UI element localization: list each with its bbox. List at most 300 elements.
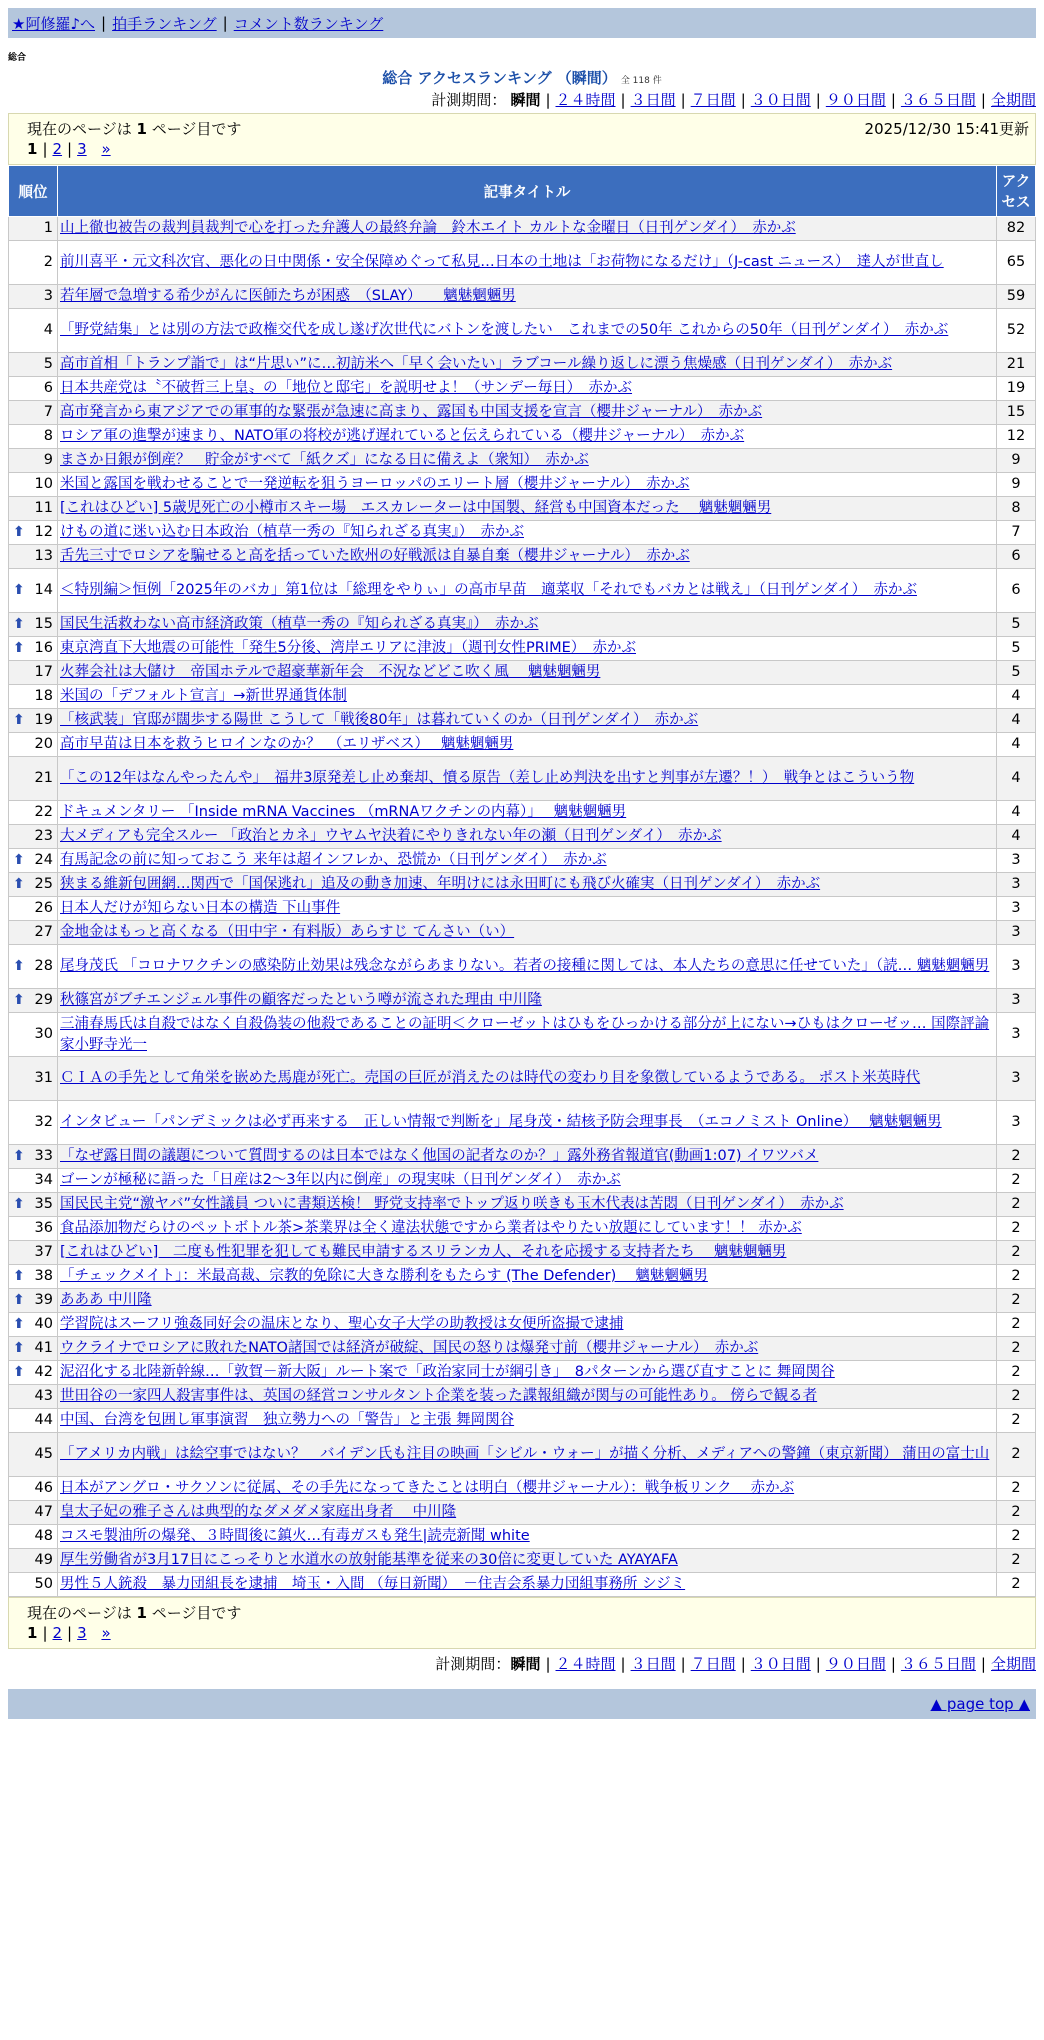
pagination [27, 1624, 1029, 1646]
table-row [9, 849, 1036, 873]
article-link[interactable]: 「なぜ露日間の議題について質問するのは日本ではなく他国の記者なのか？」露外務省報道官(動画1:07) イワツバメ [60, 1148, 819, 1164]
article-link[interactable]: [これはひどい] 5歳児死亡の小樽市スキー場 エスカレーターは中国製、経営も中国資本だった 魑魅魍魎男 [60, 500, 772, 516]
article-link[interactable]: 「アメリカ内戦」は絵空事ではない？ バイデン氏も注目の映画「シビル・ウォー」が描く分析、メディアへの警鐘（東京新聞） 蒲田の富士山 [60, 1446, 990, 1462]
rank-cell [9, 637, 58, 661]
page-title-row [0, 67, 1044, 89]
title-cell [58, 1549, 997, 1573]
count-cell: 3 [997, 1101, 1036, 1145]
count-cell: 5 [997, 613, 1036, 637]
period-label: 計測期間： [431, 91, 507, 109]
rank-number: 40 [34, 1316, 53, 1332]
article-link[interactable]: コスモ製油所の爆発、３時間後に鎮火…有毒ガスも発生|読売新聞 white [60, 1528, 530, 1544]
table-row [9, 1525, 1036, 1549]
page-link-3[interactable]: 3 [77, 140, 87, 158]
article-link[interactable]: 狭まる維新包囲網…関西で「国保逃れ」追及の動き加速、年明けには永田町にも飛び火確実（日刊ゲンダイ） 赤かぶ [60, 876, 821, 892]
article-link[interactable]: 火葬会社は大儲け 帝国ホテルで超豪華新年会 不況などどこ吹く風 魑魅魍魎男 [60, 664, 601, 680]
article-link[interactable]: 三浦春馬氏は自殺ではなく自殺偽装の他殺であることの証明＜クローゼットはひもをひっかける部分が上にない→ひもはクローゼッ… 国際評論家小野寺光一 [60, 1015, 990, 1053]
title-cell [58, 521, 997, 545]
count-cell: 3 [997, 897, 1036, 921]
rank-number: 15 [34, 616, 53, 632]
article-link[interactable]: [これはひどい] 二度も性犯罪を犯しても難民申請するスリランカ人、それを応援する支持者たち 魑魅魍魎男 [60, 1244, 787, 1260]
rank-number: 45 [34, 1446, 53, 1462]
rank-number: 18 [34, 688, 53, 704]
rank-number: 46 [34, 1480, 53, 1496]
top-nav [8, 8, 1036, 38]
rank-up-arrow-icon: ⬆ [13, 1268, 25, 1284]
count-cell: 5 [997, 661, 1036, 685]
period-separator: | [620, 1655, 626, 1673]
title-cell [58, 1525, 997, 1549]
count-cell: 3 [997, 849, 1036, 873]
count-cell: 2 [997, 1337, 1036, 1361]
category-label: 総合 [8, 53, 27, 63]
table-row [9, 733, 1036, 757]
article-link[interactable]: 舌先三寸でロシアを騙せると高を括っていた欧州の好戦派は自暴自棄（櫻井ジャーナル） 赤かぶ [60, 548, 690, 564]
rank-number: 47 [34, 1504, 53, 1520]
rank-number: 12 [34, 524, 53, 540]
table-row [9, 989, 1036, 1013]
rank-up-arrow-icon: ⬆ [13, 876, 25, 892]
rank-cell [9, 873, 58, 897]
article-link[interactable]: 若年層で急増する希少がんに医師たちが困惑 （SLAY） 魑魅魍魎男 [60, 288, 516, 304]
count-cell: 4 [997, 685, 1036, 709]
table-row [9, 1265, 1036, 1289]
title-cell [58, 989, 997, 1013]
article-link[interactable]: 日本がアングロ・サクソンに従属、その手先になってきたことは明白（櫻井ジャーナル）：戦争板リンク 赤かぶ [60, 1480, 795, 1496]
table-row [9, 401, 1036, 425]
rank-number: 16 [34, 640, 53, 656]
title-cell [58, 825, 997, 849]
article-link[interactable]: 高市発言から東アジアでの軍事的な緊張が急速に高まり、露国も中国支援を宣言（櫻井ジャーナル） 赤かぶ [60, 404, 763, 420]
table-row [9, 1409, 1036, 1433]
rank-cell [9, 921, 58, 945]
table-row [9, 1361, 1036, 1385]
title-cell [58, 545, 997, 569]
rank-cell [9, 849, 58, 873]
title-cell [58, 1057, 997, 1101]
article-link[interactable]: まさか日銀が倒産？ 貯金がすべて「紙クズ」になる日に備えよ（衆知） 赤かぶ [60, 452, 589, 468]
period-link-3[interactable]: ３０日間 [750, 1655, 811, 1673]
period-link-5[interactable]: ３６５日間 [900, 91, 976, 109]
period-link-6[interactable]: 全期間 [990, 91, 1036, 109]
title-cell [58, 1361, 997, 1385]
article-link[interactable]: ＜特別編＞恒例「2025年のバカ」第1位は「総理をやりぃ」の高市早苗 適菜収「それでもバカとは戦え」（日刊ゲンダイ） 赤かぶ [60, 582, 917, 598]
count-cell: 15 [997, 401, 1036, 425]
rank-number: 9 [43, 452, 53, 468]
rank-number: 27 [34, 924, 53, 940]
title-cell [58, 1409, 997, 1433]
nav-separator: | [222, 14, 228, 32]
header-count: アクセス [997, 166, 1036, 217]
ranking-table [8, 165, 1036, 1597]
article-link[interactable]: 米国と露国を戦わせることで一発逆転を狙うヨーロッパのエリート層（櫻井ジャーナル） 赤かぶ [60, 476, 690, 492]
page-separator: | [42, 140, 48, 158]
article-link[interactable]: 国民民主党“激ヤバ”女性議員 ついに書類送検！ 野党支持率でトップ返り咲きも玉木代表は苦悶（日刊ゲンダイ） 赤かぶ [60, 1196, 844, 1212]
rank-up-arrow-icon: ⬆ [13, 1196, 25, 1212]
article-link[interactable]: ＣＩＡの手先として角栄を嵌めた馬鹿が死亡。売国の巨匠が消えたのは時代の変わり目を象徴しているようである。 ポスト米英時代 [60, 1070, 921, 1086]
page-top-link[interactable]: ▲ page top ▲ [930, 1695, 1030, 1713]
title-cell [58, 801, 997, 825]
rank-number: 44 [34, 1412, 53, 1428]
count-cell: 2 [997, 1169, 1036, 1193]
count-cell: 3 [997, 1013, 1036, 1057]
page-info-bottom [8, 1597, 1036, 1649]
article-link[interactable]: 東京湾直下大地震の可能性「発生5分後、湾岸エリアに津波」（週刊女性PRIME） 赤かぶ [60, 640, 636, 656]
article-link[interactable]: 「核武装」官邸が闊歩する陽世 こうして「戦後80年」は暮れていくのか（日刊ゲンダイ） 赤かぶ [60, 712, 699, 728]
updated-time: 2025/12/30 15:41更新 [864, 120, 1029, 138]
count-cell: 2 [997, 1433, 1036, 1477]
table-row [9, 1385, 1036, 1409]
count-cell: 12 [997, 425, 1036, 449]
article-link[interactable]: 日本共産党は〝不破哲三上皇〟の「地位と邸宅」を説明せよ！（サンデー毎日） 赤かぶ [60, 380, 633, 396]
rank-cell [9, 1101, 58, 1145]
period-selector [0, 89, 1036, 113]
rank-up-arrow-icon: ⬆ [13, 524, 25, 540]
rank-number: 20 [34, 736, 53, 752]
title-cell [58, 377, 997, 401]
rank-cell [9, 425, 58, 449]
title-cell [58, 1433, 997, 1477]
table-row [9, 1549, 1036, 1573]
period-link-6[interactable]: 全期間 [990, 1655, 1036, 1673]
rank-cell [9, 1433, 58, 1477]
period-separator: | [740, 91, 746, 109]
count-cell: 21 [997, 353, 1036, 377]
rank-up-arrow-icon: ⬆ [13, 1316, 25, 1332]
count-cell: 2 [997, 1265, 1036, 1289]
period-link-5[interactable]: ３６５日間 [900, 1655, 976, 1673]
title-cell [58, 1573, 997, 1597]
rank-cell [9, 685, 58, 709]
title-cell [58, 1013, 997, 1057]
article-link[interactable]: 世田谷の一家四人殺害事件は、英国の経営コンサルタント企業を装った諜報組織が関与の可能性あり。 傍らで観る者 [60, 1388, 818, 1404]
count-cell: 3 [997, 873, 1036, 897]
rank-number: 49 [34, 1552, 53, 1568]
title-cell [58, 285, 997, 309]
article-link[interactable]: 高市首相「トランプ詣で」は“片思い”に…初訪米へ「早く会いたい」ラブコール繰り返しに漂う焦燥感（日刊ゲンダイ） 赤かぶ [60, 356, 893, 372]
rank-number: 34 [34, 1172, 53, 1188]
title-cell [58, 897, 997, 921]
article-link[interactable]: 米国の「デフォルト宣言」→新世界通貨体制 [60, 688, 347, 704]
article-link[interactable]: ゴーンが極秘に語った「日産は2～3年以内に倒産」の現実味（日刊ゲンダイ） 赤かぶ [60, 1172, 621, 1188]
count-cell: 52 [997, 309, 1036, 353]
table-row [9, 825, 1036, 849]
page-info-top [8, 113, 1036, 165]
table-row [9, 1313, 1036, 1337]
rank-cell [9, 1501, 58, 1525]
rank-up-arrow-icon: ⬆ [13, 958, 25, 974]
count-cell: 6 [997, 545, 1036, 569]
rank-number: 30 [34, 1026, 53, 1042]
table-row [9, 709, 1036, 733]
article-link[interactable]: 食品添加物だらけのペットボトル茶>茶業界は全く違法状態ですから業者はやりたい放題にしています！！ 赤かぶ [60, 1220, 802, 1236]
period-link-0[interactable]: ２４時間 [555, 1655, 616, 1673]
article-link[interactable]: けもの道に迷い込む日本政治（植草一秀の『知られざる真実』） 赤かぶ [60, 524, 524, 540]
rank-cell [9, 613, 58, 637]
rank-cell [9, 757, 58, 801]
count-cell: 2 [997, 1145, 1036, 1169]
article-link[interactable]: 有馬記念の前に知っておこう 来年は超インフレか、恐慌か（日刊ゲンダイ） 赤かぶ [60, 852, 607, 868]
rank-number: 32 [34, 1114, 53, 1130]
rank-cell [9, 1525, 58, 1549]
rank-cell [9, 569, 58, 613]
rank-cell [9, 1217, 58, 1241]
rank-cell [9, 309, 58, 353]
title-cell [58, 1265, 997, 1289]
rank-cell [9, 733, 58, 757]
rank-cell [9, 497, 58, 521]
table-row [9, 217, 1036, 241]
rank-up-arrow-icon: ⬆ [13, 1292, 25, 1308]
pagination [27, 140, 1029, 162]
article-link[interactable]: 高市早苗は日本を救うヒロインなのか？ （エリザベス） 魑魅魍魎男 [60, 736, 514, 752]
page-next-link[interactable]: » [101, 140, 111, 158]
article-link[interactable]: 国民生活救わない高市経済政策（植草一秀の『知られざる真実』） 赤かぶ [60, 616, 539, 632]
title-cell [58, 1337, 997, 1361]
article-link[interactable]: 日本人だけが知らない日本の構造 下山事件 [60, 900, 341, 916]
rank-cell [9, 1013, 58, 1057]
article-link[interactable]: 中国、台湾を包囲し軍事演習 独立勢力への「警告」と主張 舞岡関谷 [60, 1412, 515, 1428]
title-cell [58, 241, 997, 285]
title-cell [58, 613, 997, 637]
table-row [9, 545, 1036, 569]
home-link[interactable]: ★阿修羅♪へ [12, 14, 96, 33]
count-cell: 2 [997, 1549, 1036, 1573]
article-link[interactable]: 尾身茂氏 「コロナワクチンの感染防止効果は残念ながらあまりない。若者の接種に関しては、本人たちの意思に任せていた」（読… 魑魅魍魎男 [60, 958, 990, 974]
rank-cell [9, 241, 58, 285]
title-cell [58, 1241, 997, 1265]
article-link[interactable]: ドキュメンタリー 「Inside mRNA Vaccines （mRNAワクチンの内幕）」 魑魅魍魎男 [60, 804, 627, 820]
rank-up-arrow-icon: ⬆ [13, 1148, 25, 1164]
title-cell [58, 1477, 997, 1501]
current-page-text: 現在のページは 1 ページ目です [27, 1604, 242, 1622]
count-cell: 6 [997, 569, 1036, 613]
period-current: 瞬間 [510, 1655, 541, 1673]
rank-number: 36 [34, 1220, 53, 1236]
table-row [9, 801, 1036, 825]
table-row [9, 637, 1036, 661]
article-link[interactable]: 「この12年はなんやったんや」 福井3原発差し止め棄却、憤る原告（差し止め判決を出すと判事が左遷？！） 戦争とはこういう物 [60, 770, 915, 786]
rank-cell [9, 945, 58, 989]
title-cell [58, 1289, 997, 1313]
rank-number: 6 [43, 380, 53, 396]
page-link-2[interactable]: 2 [52, 1624, 63, 1642]
count-cell: 3 [997, 945, 1036, 989]
title-cell [58, 709, 997, 733]
page-link-3[interactable]: 3 [77, 1624, 87, 1642]
rank-number: 28 [34, 958, 53, 974]
title-cell [58, 217, 997, 241]
count-cell: 2 [997, 1573, 1036, 1597]
article-link[interactable]: 秋篠宮がブチエンジェル事件の顧客だったという噂が流された理由 中川隆 [60, 992, 542, 1008]
count-cell: 2 [997, 1193, 1036, 1217]
rank-number: 29 [34, 992, 53, 1008]
rank-number: 37 [34, 1244, 53, 1260]
table-row [9, 1337, 1036, 1361]
title-cell [58, 661, 997, 685]
rank-cell [9, 217, 58, 241]
count-cell: 4 [997, 801, 1036, 825]
count-cell: 9 [997, 449, 1036, 473]
rank-cell [9, 1361, 58, 1385]
article-link[interactable]: 泥沼化する北陸新幹線…「敦賀－新大阪」ルート案で「政治家同士が綱引き」 8パターンから選び直すことに 舞岡関谷 [60, 1364, 835, 1380]
article-link[interactable]: ウクライナでロシアに敗れたNATO諸国では経済が破綻、国民の怒りは爆発寸前（櫻井ジャーナル） 赤かぶ [60, 1340, 759, 1356]
rank-up-arrow-icon: ⬆ [13, 852, 25, 868]
rank-number: 3 [43, 288, 53, 304]
count-cell: 2 [997, 1501, 1036, 1525]
article-link[interactable]: 前川喜平・元文科次官、悪化の日中関係・安全保障めぐって私見…日本の土地は「お荷物になるだけ」（J-cast ニュース） 達人が世直し [60, 254, 944, 270]
table-row [9, 685, 1036, 709]
table-row [9, 353, 1036, 377]
rank-cell [9, 1265, 58, 1289]
rank-number: 5 [43, 356, 53, 372]
rank-number: 21 [34, 770, 53, 786]
count-cell: 2 [997, 1409, 1036, 1433]
title-cell [58, 1101, 997, 1145]
period-separator: | [680, 1655, 686, 1673]
rank-cell [9, 521, 58, 545]
table-row [9, 521, 1036, 545]
article-link[interactable]: 「野党結集」とは別の方法で政権交代を成し遂げ次世代にバトンを渡したい これまでの50年 これからの50年（日刊ゲンダイ） 赤かぶ [60, 322, 949, 338]
article-link[interactable]: 山上徹也被告の裁判員裁判で心を打った弁護人の最終弁論 鈴木エイト カルトな金曜日（日刊ゲンダイ） 赤かぶ [60, 220, 796, 236]
count-cell: 8 [997, 497, 1036, 521]
rank-number: 13 [34, 548, 53, 564]
page-separator: | [67, 1624, 73, 1642]
comment-ranking-link[interactable]: コメント数ランキング [233, 14, 384, 33]
table-row [9, 1217, 1036, 1241]
rank-number: 8 [43, 428, 53, 444]
count-cell: 2 [997, 1217, 1036, 1241]
rank-cell [9, 661, 58, 685]
count-cell: 5 [997, 637, 1036, 661]
rank-number: 41 [34, 1340, 53, 1356]
clap-ranking-link[interactable]: 拍手ランキング [112, 14, 217, 33]
rank-cell [9, 1145, 58, 1169]
rank-cell [9, 709, 58, 733]
footer-bar [8, 1689, 1036, 1719]
title-cell [58, 685, 997, 709]
table-row [9, 1145, 1036, 1169]
period-current: 瞬間 [510, 91, 541, 109]
nav-separator: | [101, 14, 107, 32]
article-link[interactable]: 「チェックメイト」：米最高裁、宗教的免除に大きな勝利をもたらす (The Defender) 魑魅魍魎男 [60, 1268, 708, 1284]
title-cell [58, 1193, 997, 1217]
period-separator: | [890, 1655, 896, 1673]
article-link[interactable]: 男性５人銃殺 暴力団組長を逮捕 埼玉・入間 （毎日新聞） －住吉会系暴力団組事務所 シジミ [60, 1576, 686, 1592]
rank-up-arrow-icon: ⬆ [13, 616, 25, 632]
article-link[interactable]: 皇太子妃の雅子さんは典型的なダメダメ家庭出身者 中川隆 [60, 1504, 457, 1520]
rank-cell [9, 473, 58, 497]
period-link-4[interactable]: ９０日間 [825, 91, 886, 109]
period-separator: | [980, 1655, 986, 1673]
article-link[interactable]: ロシア軍の進撃が速まり、NATO軍の将校が逃げ遅れていると伝えられている（櫻井ジャーナル） 赤かぶ [60, 428, 745, 444]
count-cell: 4 [997, 733, 1036, 757]
period-separator: | [620, 91, 626, 109]
count-cell: 9 [997, 473, 1036, 497]
count-cell: 2 [997, 1241, 1036, 1265]
period-separator: | [740, 1655, 746, 1673]
table-row [9, 377, 1036, 401]
total-count: 全 118 件 [620, 76, 662, 86]
rank-number: 19 [34, 712, 53, 728]
title-cell [58, 425, 997, 449]
article-link[interactable]: 学習院はスーフリ強姦同好会の温床となり、聖心女子大学の助教授は女便所盗撮で逮捕 [60, 1316, 624, 1332]
title-cell [58, 401, 997, 425]
table-row [9, 1289, 1036, 1313]
table-row [9, 945, 1036, 989]
rank-cell [9, 1313, 58, 1337]
title-cell [58, 733, 997, 757]
page-current: 1 [27, 140, 38, 158]
rank-cell [9, 353, 58, 377]
period-link-1[interactable]: ３日間 [630, 91, 676, 109]
rank-number: 10 [34, 476, 53, 492]
page-next-link[interactable]: » [101, 1624, 111, 1642]
title-cell [58, 449, 997, 473]
page-link-2[interactable]: 2 [52, 140, 63, 158]
title-cell [58, 1313, 997, 1337]
title-cell [58, 309, 997, 353]
period-link-4[interactable]: ９０日間 [825, 1655, 886, 1673]
article-link[interactable]: 大メディアも完全スルー 「政治とカネ」ウヤムヤ決着にやりきれない年の瀬（日刊ゲンダイ） 赤かぶ [60, 828, 722, 844]
rank-number: 1 [43, 220, 53, 236]
rank-cell [9, 1057, 58, 1101]
rank-cell [9, 1241, 58, 1265]
period-link-0[interactable]: ２４時間 [555, 91, 616, 109]
period-label: 計測期間： [435, 1655, 511, 1673]
rank-cell [9, 401, 58, 425]
table-row [9, 1477, 1036, 1501]
rank-cell [9, 1573, 58, 1597]
page-separator [92, 140, 97, 158]
table-row [9, 921, 1036, 945]
period-link-3[interactable]: ３０日間 [750, 91, 811, 109]
table-row [9, 497, 1036, 521]
table-row [9, 1573, 1036, 1597]
title-cell [58, 757, 997, 801]
count-cell: 2 [997, 1361, 1036, 1385]
rank-number: 31 [34, 1070, 53, 1086]
rank-cell [9, 377, 58, 401]
table-row [9, 1241, 1036, 1265]
period-separator: | [680, 91, 686, 109]
rank-cell [9, 1289, 58, 1313]
count-cell: 7 [997, 521, 1036, 545]
article-link[interactable]: インタビュー「パンデミックは必ず再来する 正しい情報で判断を」尾身茂・結核予防会理事長 （エコノミスト Online） 魑魅魍魎男 [60, 1114, 942, 1130]
count-cell: 59 [997, 285, 1036, 309]
title-cell [58, 569, 997, 613]
rank-number: 35 [34, 1196, 53, 1212]
title-cell [58, 637, 997, 661]
period-link-1[interactable]: ３日間 [630, 1655, 676, 1673]
count-cell: 65 [997, 241, 1036, 285]
period-link-2[interactable]: ７日間 [690, 1655, 736, 1673]
article-link[interactable]: 厚生労働省が3月17日にこっそりと水道水の放射能基準を従来の30倍に変更していた AYAYAFA [60, 1552, 678, 1568]
table-row [9, 241, 1036, 285]
title-cell [58, 1217, 997, 1241]
article-link[interactable]: 金地金はもっと高くなる（田中宇・有料版）あらすじ てんさい（い） [60, 924, 515, 940]
period-link-2[interactable]: ７日間 [690, 91, 736, 109]
page-separator: | [42, 1624, 48, 1642]
count-cell: 3 [997, 1057, 1036, 1101]
table-row [9, 661, 1036, 685]
rank-cell [9, 825, 58, 849]
rank-number: 14 [34, 582, 53, 598]
rank-number: 48 [34, 1528, 53, 1544]
rank-up-arrow-icon: ⬆ [13, 1340, 25, 1356]
article-link[interactable]: あああ 中川隆 [60, 1292, 152, 1308]
rank-cell [9, 449, 58, 473]
